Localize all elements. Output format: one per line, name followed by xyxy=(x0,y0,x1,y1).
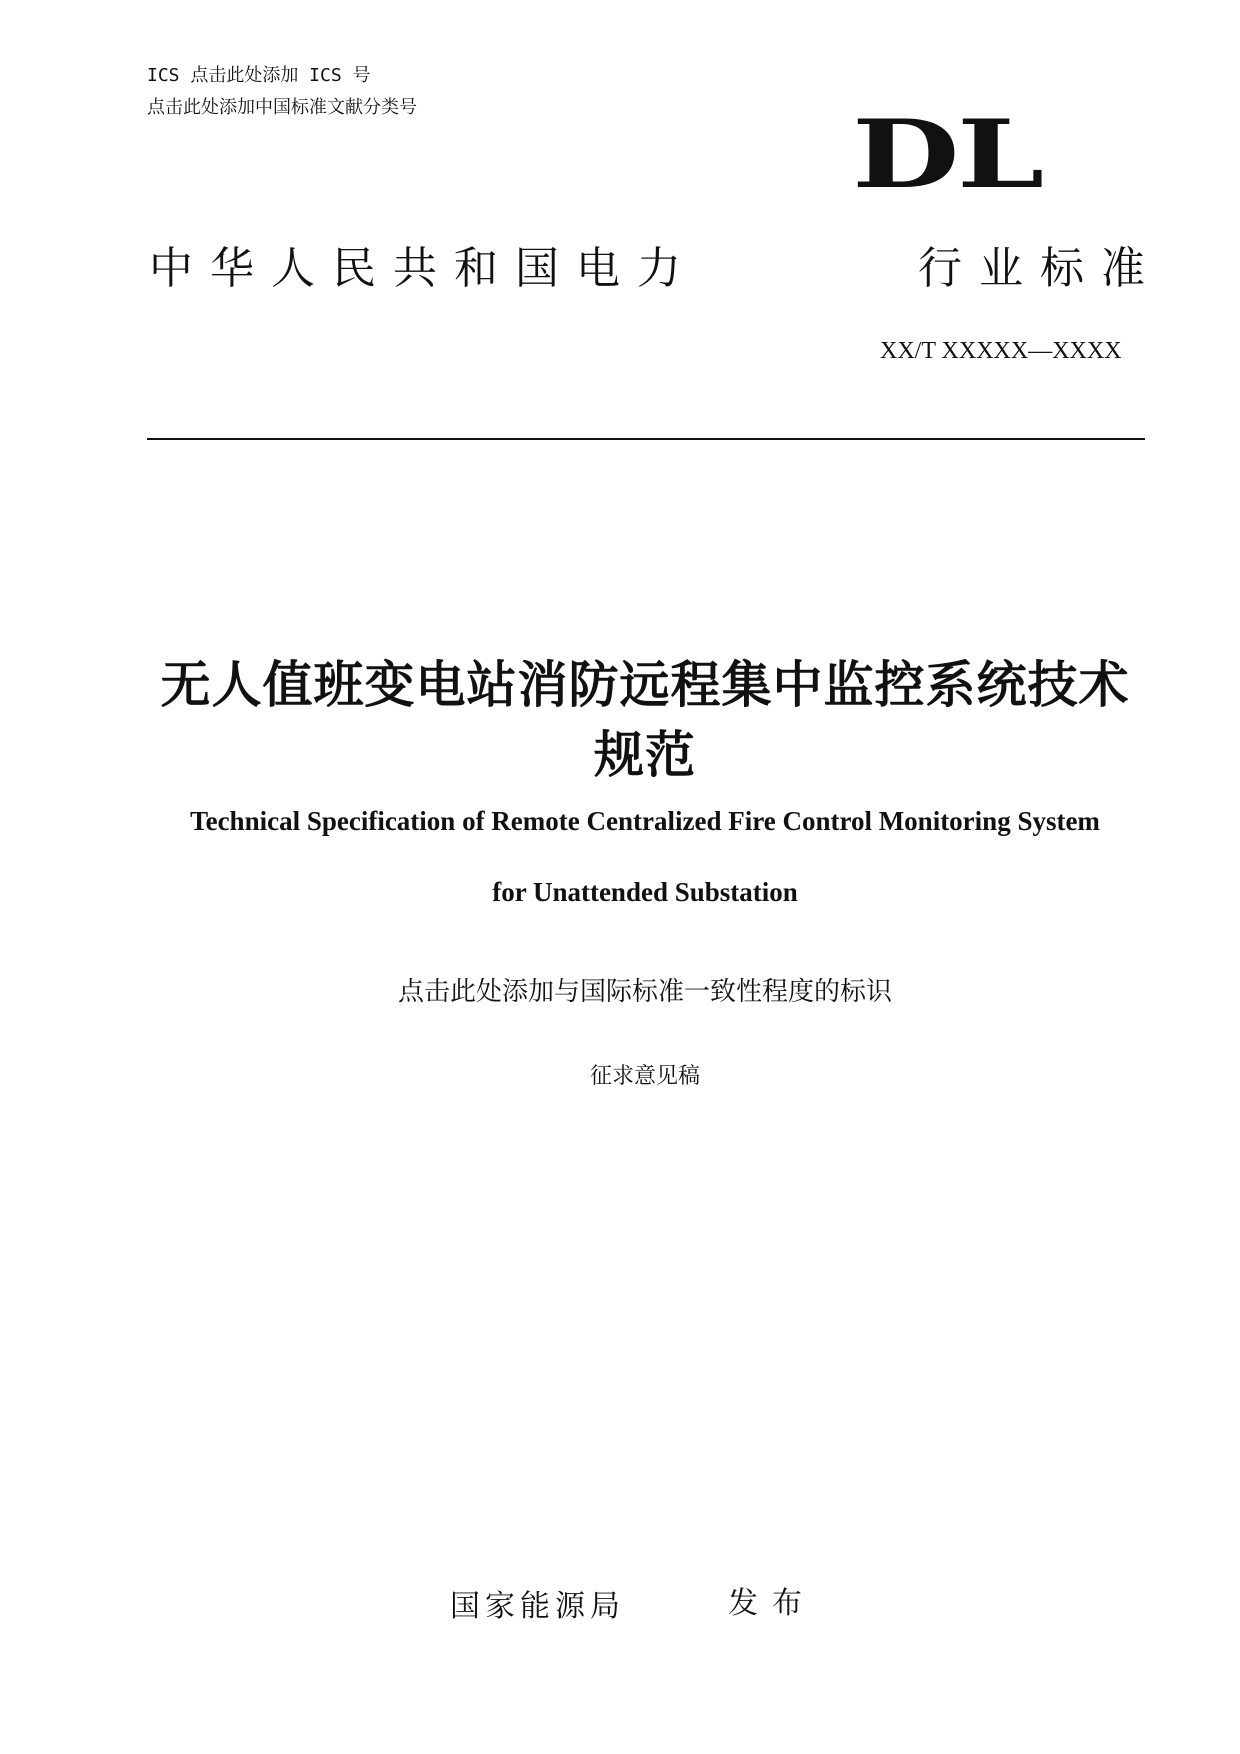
dl-logo: DL xyxy=(852,100,1042,210)
draft-stage-label: 征求意见稿 xyxy=(589,1064,700,1089)
international-consistency-placeholder: 点击此处添加与国际标准一致性程度的标识 xyxy=(397,977,892,1007)
ccs-code-placeholder: 点击此处添加中国标准文献分类号 xyxy=(147,97,417,118)
issuing-authority: 国家能源局 xyxy=(450,1589,625,1624)
organization-name: 中华人民共和国电力 xyxy=(149,243,698,294)
publish-label: 发布 xyxy=(728,1586,816,1621)
ics-code-placeholder: ICS 点击此处添加 ICS 号 xyxy=(147,65,371,86)
standard-type: 行业标准 xyxy=(918,243,1162,294)
document-title-english-line-1: Technical Specification of Remote Centralized Fire Control Monitoring System xyxy=(190,806,1100,836)
header-divider xyxy=(147,438,1145,440)
standard-number: XX/T XXXXX—XXXX xyxy=(880,338,1122,364)
document-title-chinese: 无人值班变电站消防远程集中监控系统技术规范 xyxy=(160,656,1130,784)
document-title-english-line-2: for Unattended Substation xyxy=(492,877,798,907)
